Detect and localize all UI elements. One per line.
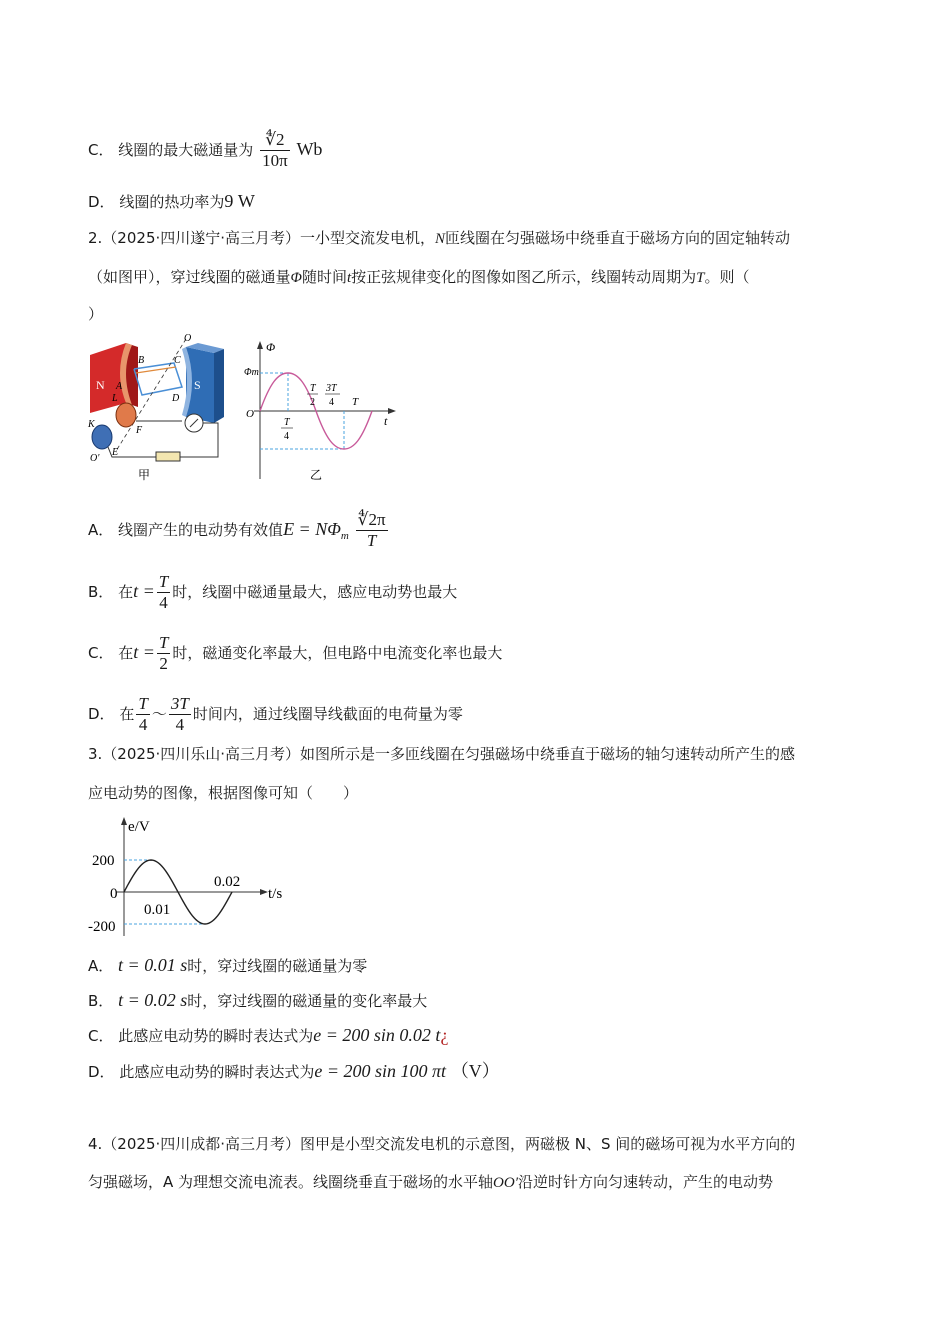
label-a: A: [116, 381, 123, 392]
q3-stem-line2: [88, 782, 358, 804]
label-e: E: [112, 447, 119, 458]
label-n: N: [96, 378, 105, 392]
stem-text: 。则（: [704, 268, 750, 286]
stem-text: （如图甲），穿过线圈的磁通量: [88, 268, 291, 286]
s-magnet-side: [214, 349, 224, 423]
stem-text: 3.（2025·四川乐山·高三月考）如图所示是一多匝线圈在匀强磁场中绕垂直于磁场的轴匀速转动所产生的感: [88, 745, 796, 763]
tick-t2-num: T: [310, 383, 316, 394]
q2-option-c: [88, 633, 502, 674]
fraction: [169, 694, 191, 735]
option-label: B．: [88, 583, 114, 601]
option-text: 时，磁通变化率最大，但电路中电流变化率也最大: [172, 644, 503, 662]
option-pre: 在: [118, 583, 134, 601]
option-label: D．: [88, 193, 115, 211]
fraction-numerator: ∜2π: [357, 510, 386, 529]
option-text: 时，穿过线圈的磁通量为零: [187, 957, 368, 975]
label-o: O: [184, 333, 192, 344]
formula: t =: [133, 581, 155, 601]
tick-t4-num: T: [284, 417, 290, 428]
formula: E = NΦ: [283, 519, 341, 539]
stem-text: 随时间: [301, 268, 347, 286]
q3-option-a: [88, 954, 367, 977]
slip-ring-2: [92, 425, 112, 449]
x-tick-label-002: 0.02: [214, 874, 241, 890]
variable: t: [346, 270, 352, 286]
formula: e = 200 sin 0.02 t: [313, 1025, 441, 1045]
option-text: 时，穿过线圈的磁通量的变化率最大: [187, 992, 428, 1010]
slip-ring-1: [116, 403, 136, 427]
tick-t: T: [352, 396, 359, 408]
flux-y-arrow: [257, 341, 263, 349]
flux-y-label: Φ: [266, 340, 276, 354]
fraction: [356, 510, 388, 551]
q2-stem-line1: [88, 227, 790, 250]
label-c: C: [174, 355, 181, 366]
q2-option-d: [88, 694, 463, 735]
option-label: A．: [88, 521, 114, 539]
tick-t4-den: 4: [284, 431, 289, 442]
fraction-numerator: T: [158, 572, 169, 591]
option-text: 线圈的热功率为: [119, 193, 225, 211]
label-l: L: [112, 393, 118, 404]
chart-x-label: t/s: [268, 886, 283, 902]
q1-option-c: [88, 130, 322, 171]
flux-graph: [240, 333, 400, 483]
option-text: 时，线圈中磁通量最大，感应电动势也最大: [172, 583, 458, 601]
variable: N: [435, 231, 446, 247]
option-label: A．: [88, 957, 114, 975]
fraction-denominator: T: [366, 531, 377, 550]
label-d: D: [172, 393, 180, 404]
fraction-denominator: 4: [159, 593, 168, 612]
q3-option-d: [88, 1060, 500, 1083]
variable: Φ: [290, 270, 302, 286]
stem-text: 匝线圈在匀强磁场中绕垂直于磁场方向的固定轴转动: [445, 229, 791, 247]
label-o-prime: O': [90, 453, 100, 464]
fraction-numerator: T: [138, 694, 148, 713]
flux-x-label: t: [384, 414, 388, 428]
y-tick-label-0: 0: [110, 886, 118, 902]
fraction: [157, 633, 170, 674]
fraction-denominator: 2: [159, 654, 168, 673]
y-tick-label-neg200: -200: [88, 919, 116, 935]
option-text: 线圈的最大磁通量为: [118, 141, 254, 159]
fraction-denominator: 4: [175, 715, 185, 734]
subscript: m: [340, 530, 349, 542]
option-label: D．: [88, 1063, 115, 1081]
y-tick-label-200: 200: [92, 853, 115, 869]
formula: t = 0.02 s: [118, 990, 188, 1010]
label-s: S: [194, 378, 201, 392]
flux-x-arrow: [388, 408, 396, 414]
formula: e = 200 sin 100 πt: [314, 1061, 447, 1081]
q4-stem-line2: [88, 1171, 773, 1194]
x-tick-label-001: 0.01: [144, 902, 171, 918]
option-label: D．: [88, 705, 115, 723]
q4-stem-line1: [88, 1133, 795, 1155]
q3-stem-line1: [88, 743, 795, 765]
q2-option-b: [88, 572, 457, 613]
tick-3t4-num: 3T: [326, 383, 337, 394]
figure-caption-yi: 乙: [310, 468, 323, 482]
option-text: 线圈产生的电动势有效值: [118, 521, 284, 539]
formula: t = 0.01 s: [118, 955, 188, 975]
stem-text: 匀强磁场，A 为理想交流电流表。线圈绕垂直于磁场的水平轴: [88, 1173, 494, 1191]
option-label: B．: [88, 992, 114, 1010]
stem-text: 应电动势的图像，根据图像可知（ ）: [88, 784, 359, 802]
option-value: 9 W: [224, 191, 255, 211]
unit: Wb: [296, 139, 323, 159]
q1-option-d: [88, 190, 255, 213]
stem-text: ）: [88, 305, 104, 323]
flux-origin: O: [246, 408, 254, 420]
q3-option-b: [88, 989, 427, 1012]
tick-3t4-den: 4: [329, 397, 334, 408]
coil-loop: [134, 363, 182, 395]
option-label: C．: [88, 644, 114, 662]
option-text: 时间内，通过线圈导线截面的电荷量为零: [192, 705, 463, 723]
fraction-denominator: 10π: [262, 151, 288, 170]
fraction: [136, 694, 149, 735]
tick-t2-den: 2: [310, 397, 315, 408]
q2-option-a: [88, 510, 390, 551]
stem-text: 4.（2025·四川成都·高三月考）图甲是小型交流发电机的示意图，两磁极 N、S 间的磁场可视为水平方向的: [88, 1135, 796, 1153]
stem-text: 按正弦规律变化的图像如图乙所示，线圈转动周期为: [351, 268, 697, 286]
q2-stem-line2: [88, 266, 750, 289]
chart-x-arrow: [260, 889, 268, 895]
label-f: F: [136, 425, 143, 436]
fraction-numerator: ∜2: [260, 130, 290, 151]
fraction: [260, 130, 290, 171]
stem-text: 沿逆时针方向匀速转动，产生的电动势: [518, 1173, 774, 1191]
label-b: B: [138, 355, 145, 366]
resistor-icon: [156, 452, 180, 461]
option-label: C．: [88, 141, 114, 159]
flux-max-label: Φm: [244, 367, 259, 378]
stem-text: 2.（2025·四川遂宁·高三月考）一小型交流发电机，: [88, 229, 436, 247]
q2-stem-line3: [88, 303, 103, 325]
fraction-denominator: 4: [138, 715, 148, 734]
q3-option-c: [88, 1024, 448, 1047]
formula-tail: ¿: [440, 1025, 449, 1045]
option-text: 此感应电动势的瞬时表达式为: [118, 1027, 314, 1045]
option-pre: 在: [119, 705, 135, 723]
variable: OO′: [493, 1175, 518, 1191]
chart-y-arrow: [121, 817, 127, 825]
fraction-numerator: 3T: [170, 694, 189, 713]
formula: t =: [133, 642, 155, 662]
chart-y-label: e/V: [128, 819, 150, 835]
emf-chart: [86, 814, 306, 938]
label-k: K: [88, 419, 95, 430]
generator-diagram: [86, 333, 236, 483]
figure-caption-jia: 甲: [138, 468, 151, 482]
formula-unit: （V）: [450, 1061, 500, 1081]
fraction: [157, 572, 170, 613]
option-text: 此感应电动势的瞬时表达式为: [119, 1063, 315, 1081]
separator: ～: [151, 705, 167, 723]
fraction-numerator: T: [158, 633, 169, 652]
option-pre: 在: [118, 644, 134, 662]
variable: T: [696, 270, 705, 286]
option-label: C．: [88, 1027, 114, 1045]
